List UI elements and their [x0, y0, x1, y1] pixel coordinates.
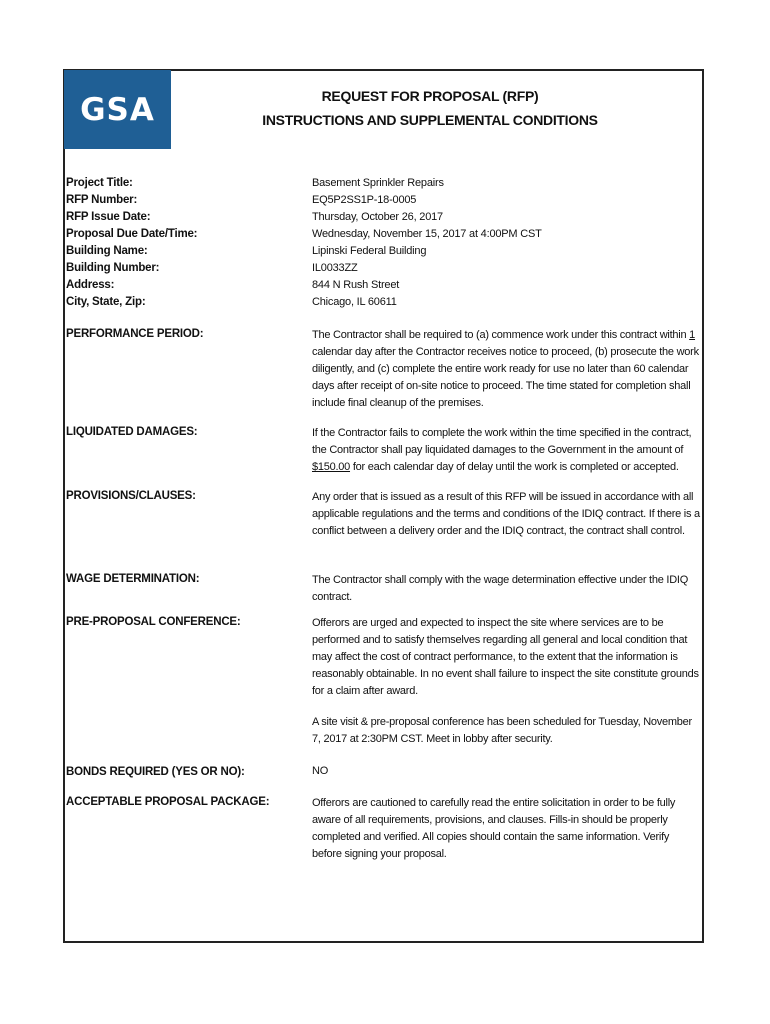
rfp-number-value: EQ5P2SS1P-18-0005 — [312, 194, 417, 206]
document-title: REQUEST FOR PROPOSAL (RFP) — [321, 88, 539, 104]
document-subtitle: INSTRUCTIONS AND SUPPLEMENTAL CONDITIONS — [262, 112, 598, 128]
project-title-label: Project Title: — [66, 177, 133, 189]
wage-determination-label: WAGE DETERMINATION: — [66, 573, 200, 585]
site-visit-text: A site visit & pre-proposal conference has been scheduled for Tuesday, November 7, 2017 at 2:30PM CST. Meet in lobby after security. — [312, 716, 692, 745]
rfp-issue-date-label: RFP Issue Date: — [66, 211, 151, 223]
liquidated-damages-text: If the Contractor fails to complete the work within the time specified in the contract, the Contractor shall pay liquidated damages to the Government in the amount of $150.00 for each calendar day of delay until the work is completed or accepted. — [312, 427, 692, 473]
project-title-value: Basement Sprinkler Repairs — [312, 177, 444, 189]
city-state-zip-value: Chicago, IL 60611 — [312, 296, 397, 308]
pre-proposal-label: PRE-PROPOSAL CONFERENCE: — [66, 616, 241, 628]
pre-proposal-text: Offerors are urged and expected to inspect the site where services are to be performed and to satisfy themselves regarding all general and local condition that may affect the cost of contract performance, to the extent that the information is reasonably obtainable. In no event shall failure to inspect the site constitute grounds for a claim after award. — [312, 617, 699, 697]
provisions-label: PROVISIONS/CLAUSES: — [66, 490, 196, 502]
rfp-number-label: RFP Number: — [66, 194, 138, 206]
city-state-zip-label: City, State, Zip: — [66, 296, 146, 308]
proposal-due-value: Wednesday, November 15, 2017 at 4:00PM CST — [312, 228, 542, 240]
building-number-value: IL0033ZZ — [312, 262, 358, 274]
building-number-label: Building Number: — [66, 262, 160, 274]
bonds-required-label: BONDS REQUIRED (YES OR NO): — [66, 766, 245, 778]
performance-days: 1 — [689, 329, 696, 341]
rfp-issue-date-value: Thursday, October 26, 2017 — [312, 211, 443, 223]
bonds-required-value: NO — [312, 765, 329, 777]
gsa-logo-text: GSA — [80, 92, 155, 128]
provisions-text: Any order that is issued as a result of this RFP will be issued in accordance with all applicable regulations and the terms and conditions of the IDIQ contract. If there is a conflict between a delivery order and the IDIQ contract, the contract shall control. — [312, 491, 700, 537]
proposal-due-label: Proposal Due Date/Time: — [66, 228, 198, 240]
performance-period-label: PERFORMANCE PERIOD: — [66, 328, 204, 340]
wage-determination-text: The Contractor shall comply with the wage determination effective under the IDIQ contract. — [312, 574, 688, 603]
building-name-value: Lipinski Federal Building — [312, 245, 427, 257]
proposal-package-label: ACCEPTABLE PROPOSAL PACKAGE: — [66, 796, 270, 808]
address-label: Address: — [66, 279, 115, 291]
building-name-label: Building Name: — [66, 245, 148, 257]
proposal-package-text: Offerors are cautioned to carefully read the entire solicitation in order to be fully aware of all requirements, provisions, and clauses. Fills-in should be properly completed and verified. All copies should contain the same information. Verify before signing your proposal. — [312, 797, 676, 860]
liquidated-damages-label: LIQUIDATED DAMAGES: — [66, 426, 198, 438]
liquidated-damages-amount: $150.00 — [312, 461, 351, 473]
gsa-logo — [64, 70, 171, 149]
address-value: 844 N Rush Street — [312, 279, 400, 291]
performance-period-text: The Contractor shall be required to (a) commence work under this contract within 1 calendar day after the Contractor receives notice to proceed, (b) prosecute the work diligently, and (c) complete the entire work ready for use no later than 60 calendar days after receipt of on-site notice to proceed. The time stated for completion shall include final cleanup of the premises. — [312, 329, 699, 409]
